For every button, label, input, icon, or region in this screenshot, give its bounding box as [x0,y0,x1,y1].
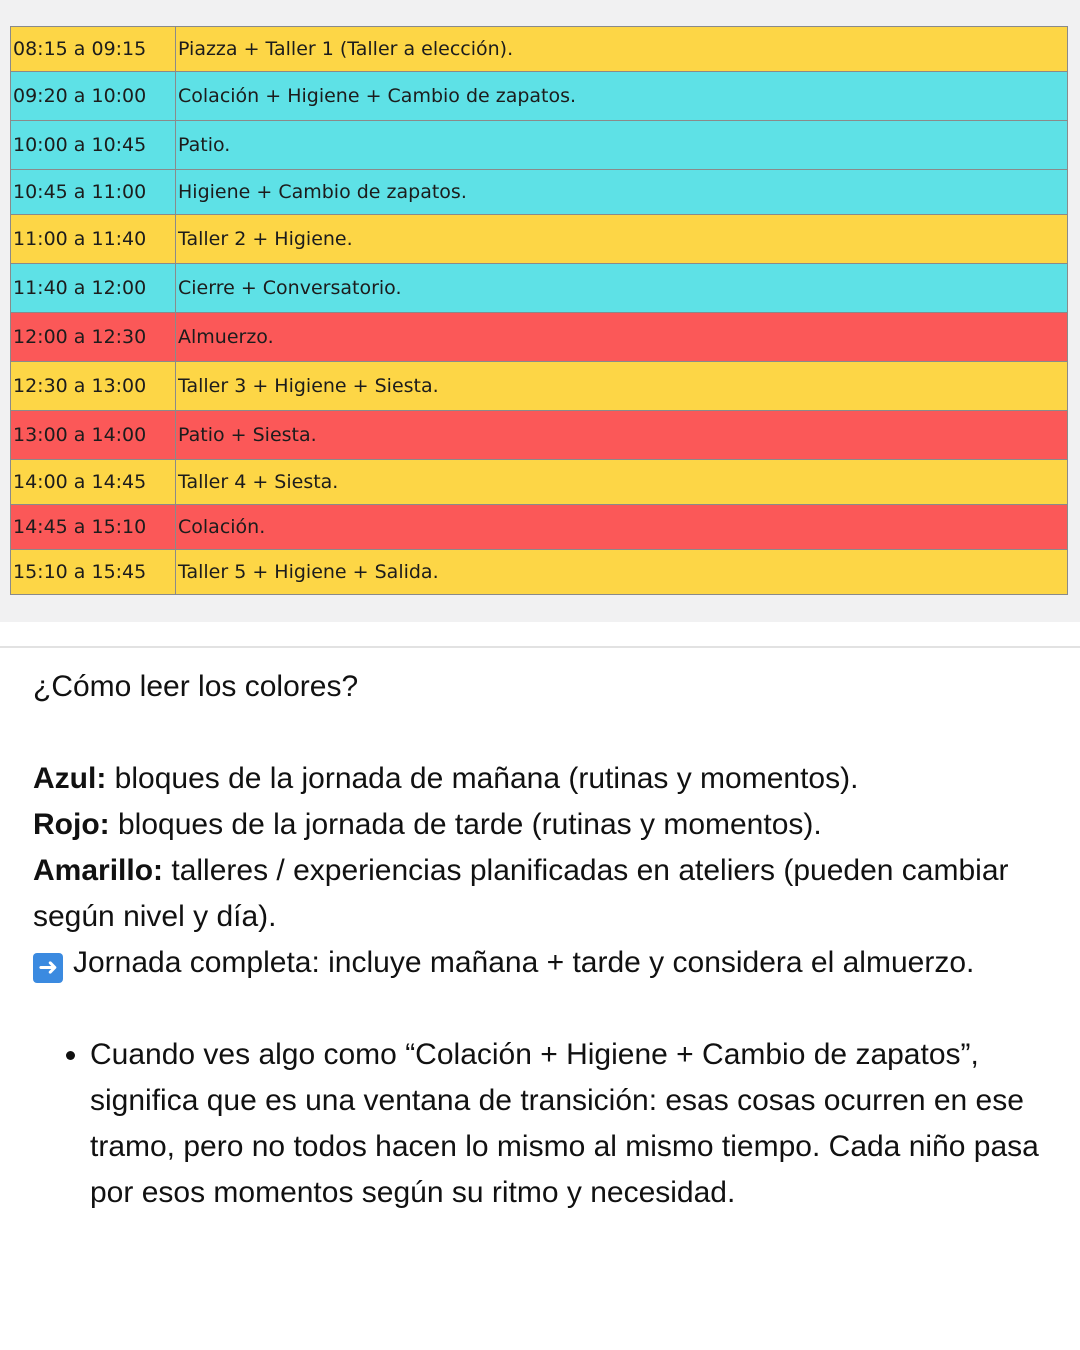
legend-text: talleres / experiencias planificadas en ateliers (pueden cambiar según nivel y día). [33,854,1009,933]
table-row [11,550,1068,595]
time-cell: 12:30 a 13:00 [11,362,176,411]
table-row [11,411,1068,460]
full-day-note [33,940,1053,986]
table-row [11,215,1068,264]
activity-cell: Higiene + Cambio de zapatos. [176,170,1068,215]
legend-question: ¿Cómo leer los colores? [33,670,359,703]
activity-cell: Taller 5 + Higiene + Salida. [176,550,1068,595]
activity-cell: Taller 2 + Higiene. [176,215,1068,264]
time-cell: 14:45 a 15:10 [11,505,176,550]
activity-cell: Colación. [176,505,1068,550]
time-cell: 14:00 a 14:45 [11,460,176,505]
bullet-list [33,1032,1053,1216]
list-item: • Cuando ves algo como “Colación + Higiene + Cambio de zapatos”, significa que es una ventana de transición: esas cosas ocurren en ese tramo, pero no todos hacen lo mismo al mismo tiempo. Cada niño pasa por esos momentos según su ritmo y necesidad. [90,1032,1053,1216]
arrow-right-icon: ➜ [33,953,63,983]
time-cell: 09:20 a 10:00 [11,72,176,121]
time-cell: 10:00 a 10:45 [11,121,176,170]
legend-line-blue [33,756,1053,802]
activity-cell: Taller 4 + Siesta. [176,460,1068,505]
activity-cell: Colación + Higiene + Cambio de zapatos. [176,72,1068,121]
time-cell: 08:15 a 09:15 [11,27,176,72]
legend-text: bloques de la jornada de mañana (rutinas y momentos). [106,762,859,795]
full-day-text: Jornada completa: incluye mañana + tarde y considera el almuerzo. [73,946,975,979]
table-row [11,362,1068,411]
time-cell: 11:40 a 12:00 [11,264,176,313]
legend-label: Amarillo: [33,854,164,887]
table-row [11,170,1068,215]
schedule-table [10,26,1068,595]
table-row [11,313,1068,362]
legend-label: Azul: [33,762,107,795]
table-row [11,264,1068,313]
legend-text: bloques de la jornada de tarde (rutinas y momentos). [109,808,822,841]
time-cell: 15:10 a 15:45 [11,550,176,595]
table-row [11,121,1068,170]
time-cell: 10:45 a 11:00 [11,170,176,215]
time-cell: 12:00 a 12:30 [11,313,176,362]
table-row [11,27,1068,72]
activity-cell: Patio. [176,121,1068,170]
table-row [11,460,1068,505]
legend-label: Rojo: [33,808,110,841]
time-cell: 11:00 a 11:40 [11,215,176,264]
schedule-image [0,0,1080,622]
activity-cell: Cierre + Conversatorio. [176,264,1068,313]
legend-line-red [33,802,1053,848]
table-row [11,505,1068,550]
color-legend-notes [33,664,1053,1216]
time-cell: 13:00 a 14:00 [11,411,176,460]
activity-cell: Almuerzo. [176,313,1068,362]
activity-cell: Patio + Siesta. [176,411,1068,460]
table-row [11,72,1068,121]
activity-cell: Taller 3 + Higiene + Siesta. [176,362,1068,411]
activity-cell: Piazza + Taller 1 (Taller a elección). [176,27,1068,72]
section-divider [0,646,1080,648]
legend-line-yellow [33,848,1053,940]
